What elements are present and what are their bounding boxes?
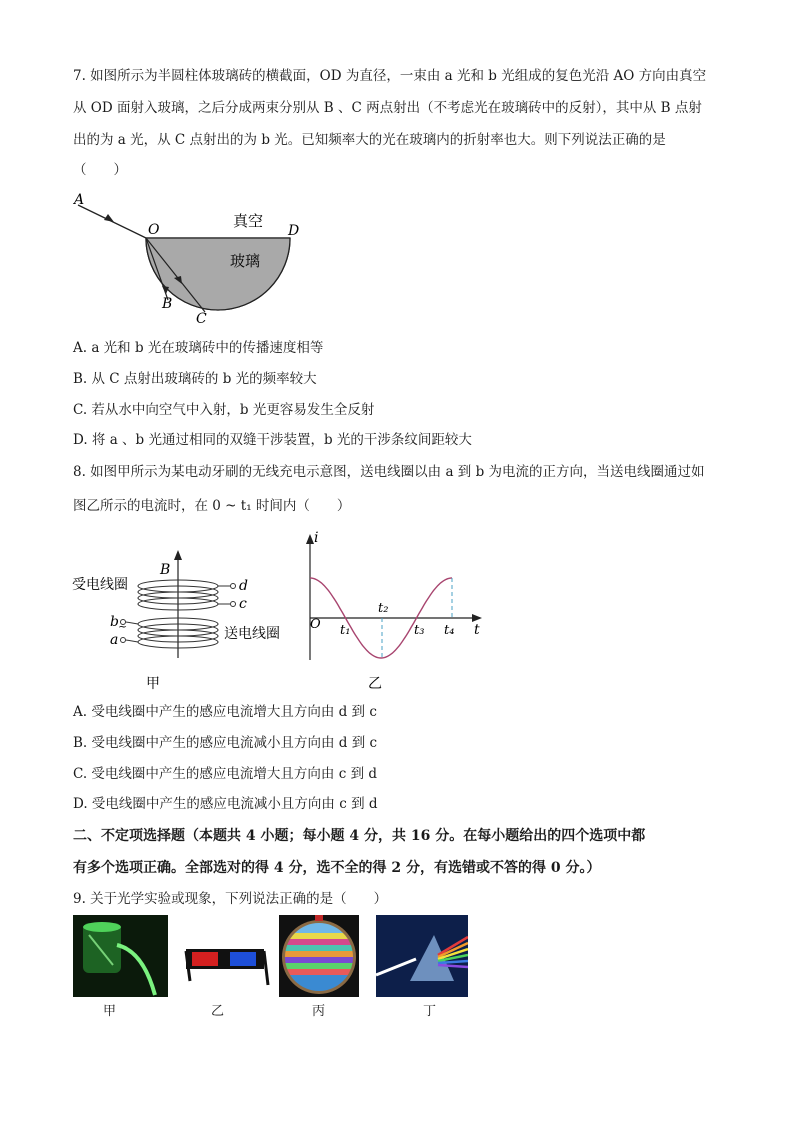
label-b-point: B <box>162 296 173 312</box>
label-send-coil: 送电线圈 <box>224 626 280 642</box>
q7-stem-line1: 7. 如图所示为半圆柱体玻璃砖的横截面，OD 为直径，一束由 a 光和 b 光组成的复色光沿 AO 方向由真空 <box>73 68 707 84</box>
label-glass: 玻璃 <box>230 252 261 270</box>
q8-option-d: D. 受电线圈中产生的感应电流减小且方向由 c 到 d <box>73 796 378 812</box>
section2-heading-line2: 有多个选项正确。全部选对的得 4 分，选不全的得 2 分，有选错或不答的得 0 分。） <box>73 860 601 876</box>
label-c-point: C <box>196 311 207 325</box>
q9-caption-ding: 丁 <box>423 1004 437 1019</box>
q9-caption-jia: 甲 <box>103 1004 117 1019</box>
label-a-point: A <box>74 192 85 208</box>
q7-stem-line3: 出的为 a 光，从 C 点射出的为 b 光。已知频率大的光在玻璃内的折射率也大。则下列说法正确的是 <box>73 132 666 148</box>
q9-photo-ding <box>376 915 468 997</box>
label-a-terminal: a <box>110 632 119 648</box>
label-i-axis: i <box>314 530 319 546</box>
q7-semicircle-figure <box>70 190 310 325</box>
q9-photo-jia <box>73 915 168 997</box>
lead-a <box>126 640 138 642</box>
label-t1: t₁ <box>340 623 351 638</box>
q9-photo-yi <box>180 935 270 995</box>
label-b-terminal: b <box>110 614 119 630</box>
q8-current-graph-yi <box>280 530 490 695</box>
label-t3: t₃ <box>414 623 425 638</box>
b-field-arrow-icon <box>174 550 182 560</box>
label-t4: t₄ <box>444 623 455 638</box>
caption-yi: 乙 <box>368 676 382 692</box>
label-receive-coil: 受电线圈 <box>72 577 128 593</box>
q7-option-a: A. a 光和 b 光在玻璃砖中的传播速度相等 <box>73 340 324 356</box>
caption-jia: 甲 <box>146 676 160 692</box>
q7-answer-bracket: （ ） <box>73 162 127 178</box>
q9-caption-bing: 丙 <box>312 1004 326 1019</box>
ac-source-tilde-icon: ~ <box>118 620 128 633</box>
q7-option-b: B. 从 C 点射出玻璃砖的 b 光的频率较大 <box>73 371 317 387</box>
q8-coil-figure-jia <box>70 530 295 695</box>
label-c-terminal: c <box>239 596 247 612</box>
q8-stem-line2: 图乙所示的电流时，在 0 ~ t₁ 时间内（ ） <box>73 498 351 514</box>
label-b-field: B <box>160 562 171 578</box>
q8-option-b: B. 受电线圈中产生的感应电流减小且方向由 d 到 c <box>73 735 378 751</box>
q7-option-d: D. 将 a 、b 光通过相同的双缝干涉装置，b 光的干涉条纹间距较大 <box>73 432 472 448</box>
lead-b <box>126 622 138 624</box>
label-o-point: O <box>148 222 160 238</box>
q9-photo-bing <box>279 915 359 997</box>
section2-heading-line1: 二、不定项选择题（本题共 4 小题；每小题 4 分，共 16 分。在每小题给出的四个选项中都 <box>73 828 646 844</box>
terminal-d-icon <box>231 584 236 589</box>
i-axis-arrow-icon <box>306 534 314 544</box>
q8-stem-line1: 8. 如图甲所示为某电动牙刷的无线充电示意图，送电线圈以由 a 到 b 为电流的正方向，当送电线圈通过如 <box>73 464 705 480</box>
incident-arrow-icon <box>104 214 114 222</box>
label-origin: O <box>310 617 321 632</box>
label-d-terminal: d <box>239 578 248 594</box>
q9-caption-yi: 乙 <box>211 1004 225 1019</box>
q8-option-a: A. 受电线圈中产生的感应电流增大且方向由 d 到 c <box>73 704 377 720</box>
label-d-point: D <box>288 223 300 239</box>
q8-option-c: C. 受电线圈中产生的感应电流增大且方向由 c 到 d <box>73 766 378 782</box>
label-t-axis: t <box>474 622 480 638</box>
terminal-c-icon <box>231 602 236 607</box>
q9-stem: 9. 关于光学实验或现象，下列说法正确的是（ ） <box>73 891 388 907</box>
label-t2: t₂ <box>378 601 389 616</box>
label-vacuum: 真空 <box>233 212 264 230</box>
terminal-a-icon <box>121 638 126 643</box>
q7-option-c: C. 若从水中向空气中入射，b 光更容易发生全反射 <box>73 402 375 418</box>
t-axis-arrow-icon <box>472 614 482 622</box>
q7-stem-line2: 从 OD 面射入玻璃，之后分成两束分别从 B 、C 两点射出（不考虑光在玻璃砖中的反射），其中从 B 点射 <box>73 100 702 116</box>
